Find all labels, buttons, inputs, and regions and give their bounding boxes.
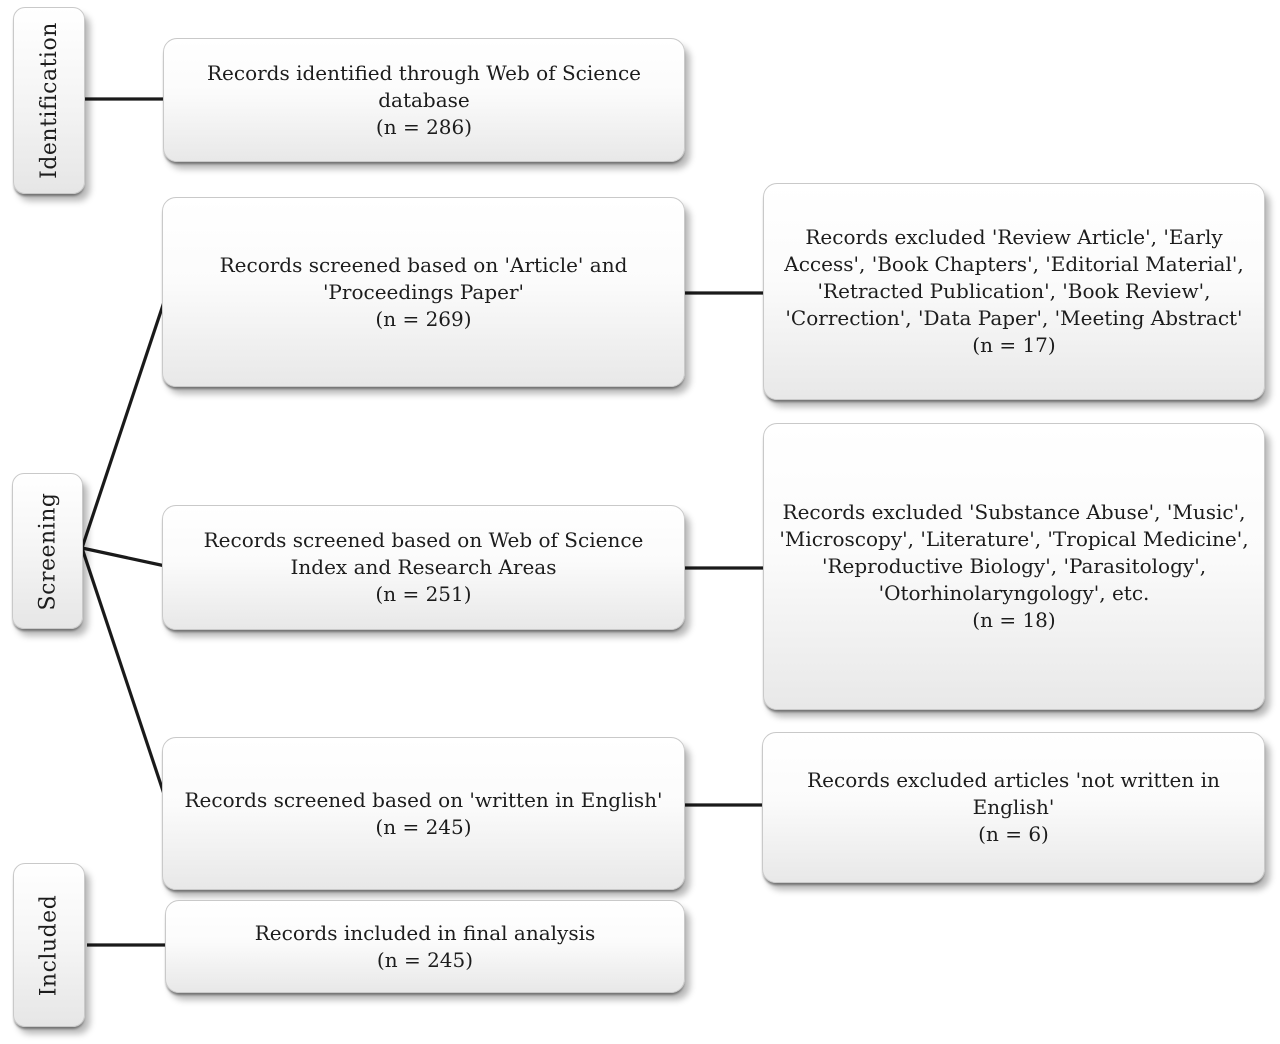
connector-screening-lower <box>82 548 168 806</box>
box-records-identified-text: Records identified through Web of Science database <box>206 60 642 112</box>
box-excluded-document-types <box>763 183 1265 400</box>
stage-label-screening <box>12 473 83 629</box>
connector-screening-middle <box>82 548 170 567</box>
box-screened-article-type <box>162 197 685 387</box>
box-included-final-analysis <box>165 900 685 993</box>
box-excluded-document-types-text: Records excluded 'Review Article', 'Early Access', 'Book Chapters', 'Editorial Material', 'Retracted Publication', 'Book Review', 'Correction', 'Data Paper', 'Meeting Abstract' <box>784 225 1244 330</box>
box-excluded-document-types-count: (n = 17) <box>972 333 1056 357</box>
box-excluded-language-text: Records excluded articles 'not written in English' <box>807 768 1220 819</box>
box-screened-index-areas-count: (n = 251) <box>375 582 472 606</box>
box-screened-article-type-text: Records screened based on 'Article' and 'Proceedings Paper' <box>219 252 628 304</box>
box-screened-index-areas-text: Records screened based on Web of Science Index and Research Areas <box>203 528 644 579</box>
box-screened-english-count: (n = 245) <box>375 814 472 839</box>
box-excluded-research-areas-count: (n = 18) <box>972 608 1056 632</box>
box-screened-english-text: Records screened based on 'written in English' <box>184 787 663 812</box>
box-records-identified <box>163 38 685 162</box>
stage-label-included-text: Included <box>36 894 62 996</box>
stage-label-included <box>13 863 85 1027</box>
box-records-identified-count: (n = 286) <box>375 114 473 139</box>
box-excluded-language-count: (n = 6) <box>978 822 1049 846</box>
box-included-final-analysis-text: Records included in final analysis <box>254 920 596 945</box>
stage-label-identification-text: Identification <box>36 22 62 179</box>
box-included-final-analysis-count: (n = 245) <box>376 947 474 972</box>
connector-screening-upper <box>82 290 168 548</box>
stage-label-identification <box>13 7 85 194</box>
box-excluded-research-areas-text: Records excluded 'Substance Abuse', 'Music', 'Microscopy', 'Literature', 'Tropical Medicine', 'Reproductive Biology', 'Parasitology', 'Otorhinolaryngology', etc. <box>779 500 1249 605</box>
box-screened-index-areas <box>162 505 685 630</box>
stage-label-screening-text: Screening <box>35 492 60 610</box>
box-excluded-research-areas <box>763 423 1265 710</box>
box-screened-article-type-count: (n = 269) <box>375 306 472 331</box>
box-screened-english <box>162 737 685 890</box>
box-excluded-language <box>762 732 1265 883</box>
